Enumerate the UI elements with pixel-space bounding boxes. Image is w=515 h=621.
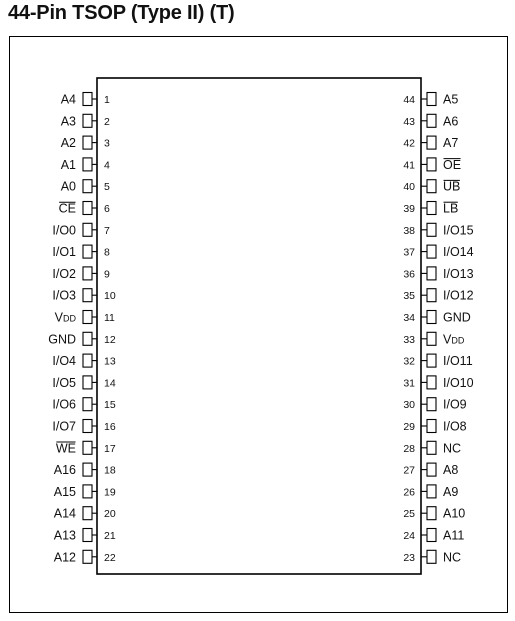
left-pin-21 (83, 529, 92, 542)
right-pin-number-36: 36 (403, 268, 415, 281)
left-pin-5 (83, 180, 92, 193)
right-pin-label-30: I/O9 (443, 397, 467, 412)
left-pin-number-15: 15 (104, 399, 116, 412)
right-pin-label-24: A11 (443, 528, 465, 543)
right-pin-label-36: I/O13 (443, 266, 474, 281)
right-pin-number-23: 23 (403, 551, 415, 564)
right-pin-label-33: VDD (443, 332, 465, 347)
left-pin-11 (83, 311, 92, 324)
left-pin-label-10: I/O3 (52, 288, 76, 303)
left-pin-label-19: A15 (53, 484, 76, 499)
left-pin-number-1: 1 (104, 94, 110, 106)
right-pin-number-34: 34 (403, 312, 415, 324)
right-pin-label-43: A6 (443, 114, 459, 129)
right-pin-number-38: 38 (403, 224, 415, 237)
left-pin-label-14: I/O5 (52, 375, 76, 390)
right-pin-32 (427, 354, 436, 367)
left-pin-18 (83, 463, 92, 476)
right-pin-number-30: 30 (403, 399, 415, 412)
right-pin-37 (427, 245, 436, 258)
left-pin-15 (83, 398, 92, 411)
right-pin-label-29: I/O8 (443, 419, 467, 434)
left-pin-number-9: 9 (104, 268, 110, 281)
right-pin-34 (427, 311, 436, 324)
right-pin-number-43: 43 (403, 115, 415, 128)
right-pin-label-35: I/O12 (443, 288, 474, 303)
left-pin-label-9: I/O2 (52, 266, 76, 281)
right-pin-number-31: 31 (403, 377, 415, 390)
right-pin-26 (427, 485, 436, 498)
left-pin-label-16: I/O7 (52, 419, 76, 434)
right-pin-number-41: 41 (403, 159, 415, 172)
left-pin-number-19: 19 (104, 486, 116, 499)
right-pin-41 (427, 158, 436, 171)
left-pin-label-13: I/O4 (52, 354, 76, 369)
left-pin-number-4: 4 (104, 159, 110, 172)
left-pin-label-3: A2 (60, 136, 76, 151)
left-pin-label-7: I/O0 (52, 223, 76, 238)
right-pin-30 (427, 398, 436, 411)
left-pin-9 (83, 267, 92, 280)
left-pin-22 (83, 550, 92, 563)
right-pin-label-41: OE (443, 157, 462, 172)
left-pin-label-21: A13 (53, 528, 76, 543)
right-pin-label-38: I/O15 (443, 223, 474, 238)
right-pin-label-25: A10 (443, 506, 466, 521)
pin-label-subscript: DD (451, 335, 465, 346)
right-pin-label-34: GND (443, 310, 471, 325)
left-pin-number-13: 13 (104, 355, 116, 368)
right-pin-number-26: 26 (403, 486, 415, 499)
left-pin-label-6: CE (58, 201, 76, 216)
right-pin-label-26: A9 (443, 484, 459, 499)
right-pin-27 (427, 463, 436, 476)
left-pin-label-11: VDD (54, 310, 76, 325)
right-pin-number-42: 42 (403, 137, 415, 150)
left-pin-label-4: A1 (60, 157, 76, 172)
left-pin-number-5: 5 (104, 181, 110, 194)
left-pin-label-20: A14 (53, 506, 76, 521)
left-pin-label-18: A16 (53, 463, 76, 478)
left-pin-number-7: 7 (104, 224, 110, 237)
left-pin-20 (83, 507, 92, 520)
right-pin-number-32: 32 (403, 355, 415, 368)
right-pin-35 (427, 289, 436, 302)
right-pin-number-25: 25 (403, 508, 415, 521)
right-pin-label-37: I/O14 (443, 245, 474, 260)
right-pin-40 (427, 180, 436, 193)
right-pin-25 (427, 507, 436, 520)
left-pin-3 (83, 136, 92, 149)
left-pin-16 (83, 420, 92, 433)
right-pin-label-44: A5 (443, 92, 459, 107)
right-pin-number-24: 24 (403, 530, 415, 542)
left-pin-number-18: 18 (104, 464, 116, 477)
left-pin-12 (83, 332, 92, 345)
right-pin-number-40: 40 (403, 181, 415, 194)
left-pin-number-3: 3 (104, 137, 110, 150)
right-pin-33 (427, 332, 436, 345)
left-pin-number-10: 10 (104, 290, 116, 303)
chip-layer (48, 78, 473, 574)
right-pin-38 (427, 223, 436, 236)
right-pin-23 (427, 550, 436, 563)
right-pin-31 (427, 376, 436, 389)
diagram-title: 44-Pin TSOP (Type II) (T) (8, 2, 235, 24)
right-pin-number-35: 35 (403, 290, 415, 303)
left-pin-number-21: 21 (104, 530, 116, 542)
right-pin-number-44: 44 (403, 94, 415, 106)
left-pin-number-14: 14 (104, 377, 116, 390)
right-pin-44 (427, 93, 436, 106)
right-pin-label-27: A8 (443, 463, 459, 478)
right-pin-number-27: 27 (403, 464, 415, 477)
left-pin-label-17: WE (55, 441, 76, 456)
left-pin-number-6: 6 (104, 203, 110, 215)
right-pin-24 (427, 529, 436, 542)
left-pin-label-22: A12 (53, 550, 76, 565)
right-pin-43 (427, 114, 436, 127)
right-pin-label-40: UB (443, 179, 461, 194)
left-pin-14 (83, 376, 92, 389)
left-pin-label-8: I/O1 (52, 245, 76, 260)
left-pin-7 (83, 223, 92, 236)
left-pin-number-17: 17 (104, 442, 116, 455)
left-pin-6 (83, 202, 92, 215)
left-pin-label-5: A0 (60, 179, 76, 194)
left-pin-8 (83, 245, 92, 258)
left-pin-13 (83, 354, 92, 367)
left-pin-label-15: I/O6 (52, 397, 76, 412)
left-pin-number-16: 16 (104, 421, 116, 433)
right-pin-36 (427, 267, 436, 280)
right-pin-28 (427, 441, 436, 454)
right-pin-number-37: 37 (403, 246, 415, 259)
right-pin-39 (427, 202, 436, 215)
right-pin-label-23: NC (443, 550, 462, 565)
left-pin-label-2: A3 (60, 114, 76, 129)
right-pin-42 (427, 136, 436, 149)
left-pin-number-20: 20 (104, 508, 116, 521)
right-pin-label-31: I/O10 (443, 375, 474, 390)
right-pin-label-42: A7 (443, 136, 459, 151)
right-pin-number-33: 33 (403, 333, 415, 346)
left-pin-number-11: 11 (104, 312, 115, 324)
left-pin-number-8: 8 (104, 246, 110, 259)
left-pin-number-12: 12 (104, 333, 116, 346)
left-pin-2 (83, 114, 92, 127)
right-pin-number-29: 29 (403, 421, 415, 433)
left-pin-4 (83, 158, 92, 171)
left-pin-10 (83, 289, 92, 302)
right-pin-29 (427, 420, 436, 433)
left-pin-number-2: 2 (104, 115, 110, 128)
left-pin-number-22: 22 (104, 551, 116, 564)
left-pin-19 (83, 485, 92, 498)
left-pin-label-12: GND (48, 332, 76, 347)
right-pin-number-28: 28 (403, 442, 415, 455)
chip-body (97, 78, 421, 574)
left-pin-1 (83, 93, 92, 106)
left-pin-label-1: A4 (60, 92, 76, 107)
right-pin-label-39: LB (443, 201, 459, 216)
pin-label-subscript: DD (63, 313, 76, 324)
right-pin-label-32: I/O11 (443, 354, 473, 369)
right-pin-number-39: 39 (403, 203, 415, 215)
right-pin-label-28: NC (443, 441, 462, 456)
left-pin-17 (83, 441, 92, 454)
